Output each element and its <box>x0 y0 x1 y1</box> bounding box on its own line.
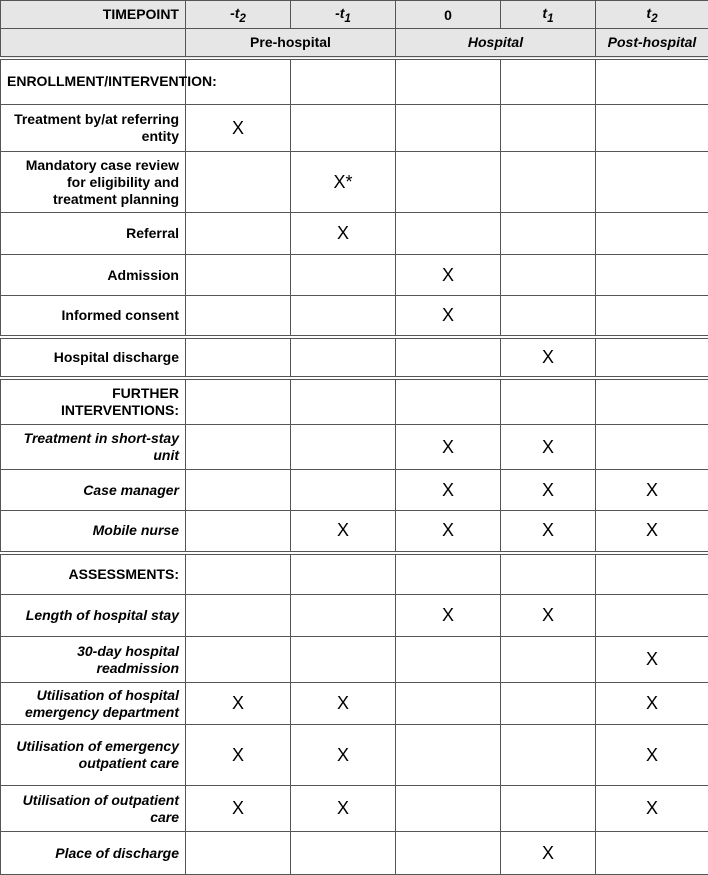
schedule-mark <box>396 152 501 213</box>
schedule-mark <box>501 553 596 595</box>
schedule-mark: X <box>291 786 396 832</box>
schedule-mark: X <box>291 213 396 255</box>
schedule-mark: X <box>396 511 501 553</box>
schedule-mark <box>501 296 596 337</box>
schedule-mark: X <box>186 725 291 786</box>
schedule-mark <box>186 152 291 213</box>
schedule-mark <box>596 213 708 255</box>
schedule-mark <box>596 337 708 378</box>
schedule-mark <box>396 683 501 725</box>
schedule-mark <box>501 213 596 255</box>
row-label: 30-day hospital readmission <box>1 637 186 683</box>
phase-blank <box>1 29 186 58</box>
schedule-mark <box>596 152 708 213</box>
schedule-mark <box>396 378 501 425</box>
timepoint-minus-t1: $-t_1$ <box>291 1 396 29</box>
schedule-mark <box>186 595 291 637</box>
schedule-mark <box>291 296 396 337</box>
schedule-mark <box>596 105 708 152</box>
schedule-mark: X <box>596 725 708 786</box>
schedule-mark: X <box>596 470 708 511</box>
schedule-mark <box>186 832 291 875</box>
schedule-mark <box>396 553 501 595</box>
row-label: Treatment by/at referring entity <box>1 105 186 152</box>
timepoint-t1: $t_1$ <box>501 1 596 29</box>
schedule-mark <box>396 105 501 152</box>
row-label: Informed consent <box>1 296 186 337</box>
schedule-mark: X <box>396 595 501 637</box>
schedule-mark: X <box>501 511 596 553</box>
schedule-mark <box>501 637 596 683</box>
timepoint-t2: $t_2$ <box>596 1 708 29</box>
schedule-mark <box>186 378 291 425</box>
schedule-mark <box>596 425 708 470</box>
section-heading: ENROLLMENT/INTERVENTION: <box>1 58 186 105</box>
schedule-mark <box>186 337 291 378</box>
schedule-mark <box>291 470 396 511</box>
phase-post-hospital: Post-hospital <box>596 29 708 58</box>
schedule-mark: X <box>596 511 708 553</box>
schedule-mark: X <box>501 832 596 875</box>
schedule-mark <box>596 58 708 105</box>
schedule-mark <box>501 725 596 786</box>
timepoint-minus-t2: $-t_2$ <box>186 1 291 29</box>
schedule-mark: X <box>396 296 501 337</box>
schedule-mark <box>396 337 501 378</box>
schedule-mark <box>596 378 708 425</box>
schedule-mark: X <box>291 511 396 553</box>
schedule-mark <box>186 425 291 470</box>
schedule-mark <box>291 832 396 875</box>
row-label: Place of discharge <box>1 832 186 875</box>
schedule-mark: X <box>501 337 596 378</box>
row-label: Hospital discharge <box>1 337 186 378</box>
row-label: Utilisation of hospital emergency department <box>1 683 186 725</box>
schedule-mark: X <box>186 683 291 725</box>
schedule-mark <box>186 511 291 553</box>
schedule-mark <box>186 637 291 683</box>
schedule-mark <box>291 595 396 637</box>
row-label: Utilisation of emergency outpatient care <box>1 725 186 786</box>
row-label: Utilisation of outpatient care <box>1 786 186 832</box>
schedule-mark <box>396 58 501 105</box>
schedule-mark <box>596 595 708 637</box>
schedule-mark <box>596 255 708 296</box>
schedule-mark: X <box>396 425 501 470</box>
schedule-mark <box>291 425 396 470</box>
schedule-mark <box>501 58 596 105</box>
table-row <box>1 105 708 152</box>
schedule-mark <box>596 296 708 337</box>
schedule-mark <box>396 832 501 875</box>
schedule-mark <box>596 553 708 595</box>
schedule-mark <box>501 683 596 725</box>
phase-hospital: Hospital <box>396 29 596 58</box>
schedule-mark <box>501 105 596 152</box>
schedule-mark <box>291 553 396 595</box>
table-row <box>1 296 708 337</box>
schedule-mark <box>291 58 396 105</box>
schedule-mark <box>291 255 396 296</box>
schedule-mark: X <box>291 725 396 786</box>
schedule-mark <box>186 213 291 255</box>
schedule-mark <box>186 553 291 595</box>
schedule-mark <box>291 337 396 378</box>
phase-row <box>1 29 708 58</box>
schedule-mark: X <box>596 637 708 683</box>
timepoint-row <box>1 1 708 29</box>
table-row <box>1 213 708 255</box>
row-label: Treatment in short-stay unit <box>1 425 186 470</box>
schedule-mark <box>501 152 596 213</box>
schedule-mark: X <box>396 255 501 296</box>
section-row <box>1 553 708 595</box>
table-row <box>1 470 708 511</box>
schedule-mark <box>396 725 501 786</box>
schedule-mark <box>596 832 708 875</box>
row-label: Length of hospital stay <box>1 595 186 637</box>
table-row <box>1 683 708 725</box>
schedule-mark: X <box>501 470 596 511</box>
schedule-mark: X <box>501 425 596 470</box>
schedule-mark <box>186 470 291 511</box>
timepoint-zero: 0 <box>396 1 501 29</box>
schedule-mark: X* <box>291 152 396 213</box>
table-row <box>1 832 708 875</box>
schedule-mark: X <box>291 683 396 725</box>
schedule-mark <box>396 213 501 255</box>
schedule-mark <box>186 255 291 296</box>
section-heading: ASSESSMENTS: <box>1 553 186 595</box>
row-label: Admission <box>1 255 186 296</box>
schedule-mark: X <box>596 683 708 725</box>
schedule-mark <box>291 637 396 683</box>
table-row <box>1 725 708 786</box>
schedule-mark <box>501 786 596 832</box>
table-row <box>1 425 708 470</box>
schedule-mark: X <box>186 786 291 832</box>
schedule-mark: X <box>396 470 501 511</box>
phase-pre-hospital: Pre-hospital <box>186 29 396 58</box>
timepoint-label: TIMEPOINT <box>1 1 186 29</box>
schedule-mark: X <box>501 595 596 637</box>
schedule-mark: X <box>186 105 291 152</box>
table-row <box>1 786 708 832</box>
schedule-mark <box>501 378 596 425</box>
table-row <box>1 595 708 637</box>
schedule-mark <box>291 105 396 152</box>
table-row <box>1 152 708 213</box>
schedule-mark <box>501 255 596 296</box>
section-heading: FURTHER INTERVENTIONS: <box>1 378 186 425</box>
table-row <box>1 511 708 553</box>
schedule-mark <box>291 378 396 425</box>
schedule-mark <box>186 296 291 337</box>
row-label: Mandatory case review for eligibility and treatment planning <box>1 152 186 213</box>
row-label: Referral <box>1 213 186 255</box>
row-label: Mobile nurse <box>1 511 186 553</box>
section-row <box>1 378 708 425</box>
row-label: Case manager <box>1 470 186 511</box>
schedule-mark <box>396 786 501 832</box>
table-row <box>1 255 708 296</box>
table-row <box>1 337 708 378</box>
schedule-mark <box>396 637 501 683</box>
table-row <box>1 637 708 683</box>
section-row <box>1 58 708 105</box>
schedule-mark: X <box>596 786 708 832</box>
